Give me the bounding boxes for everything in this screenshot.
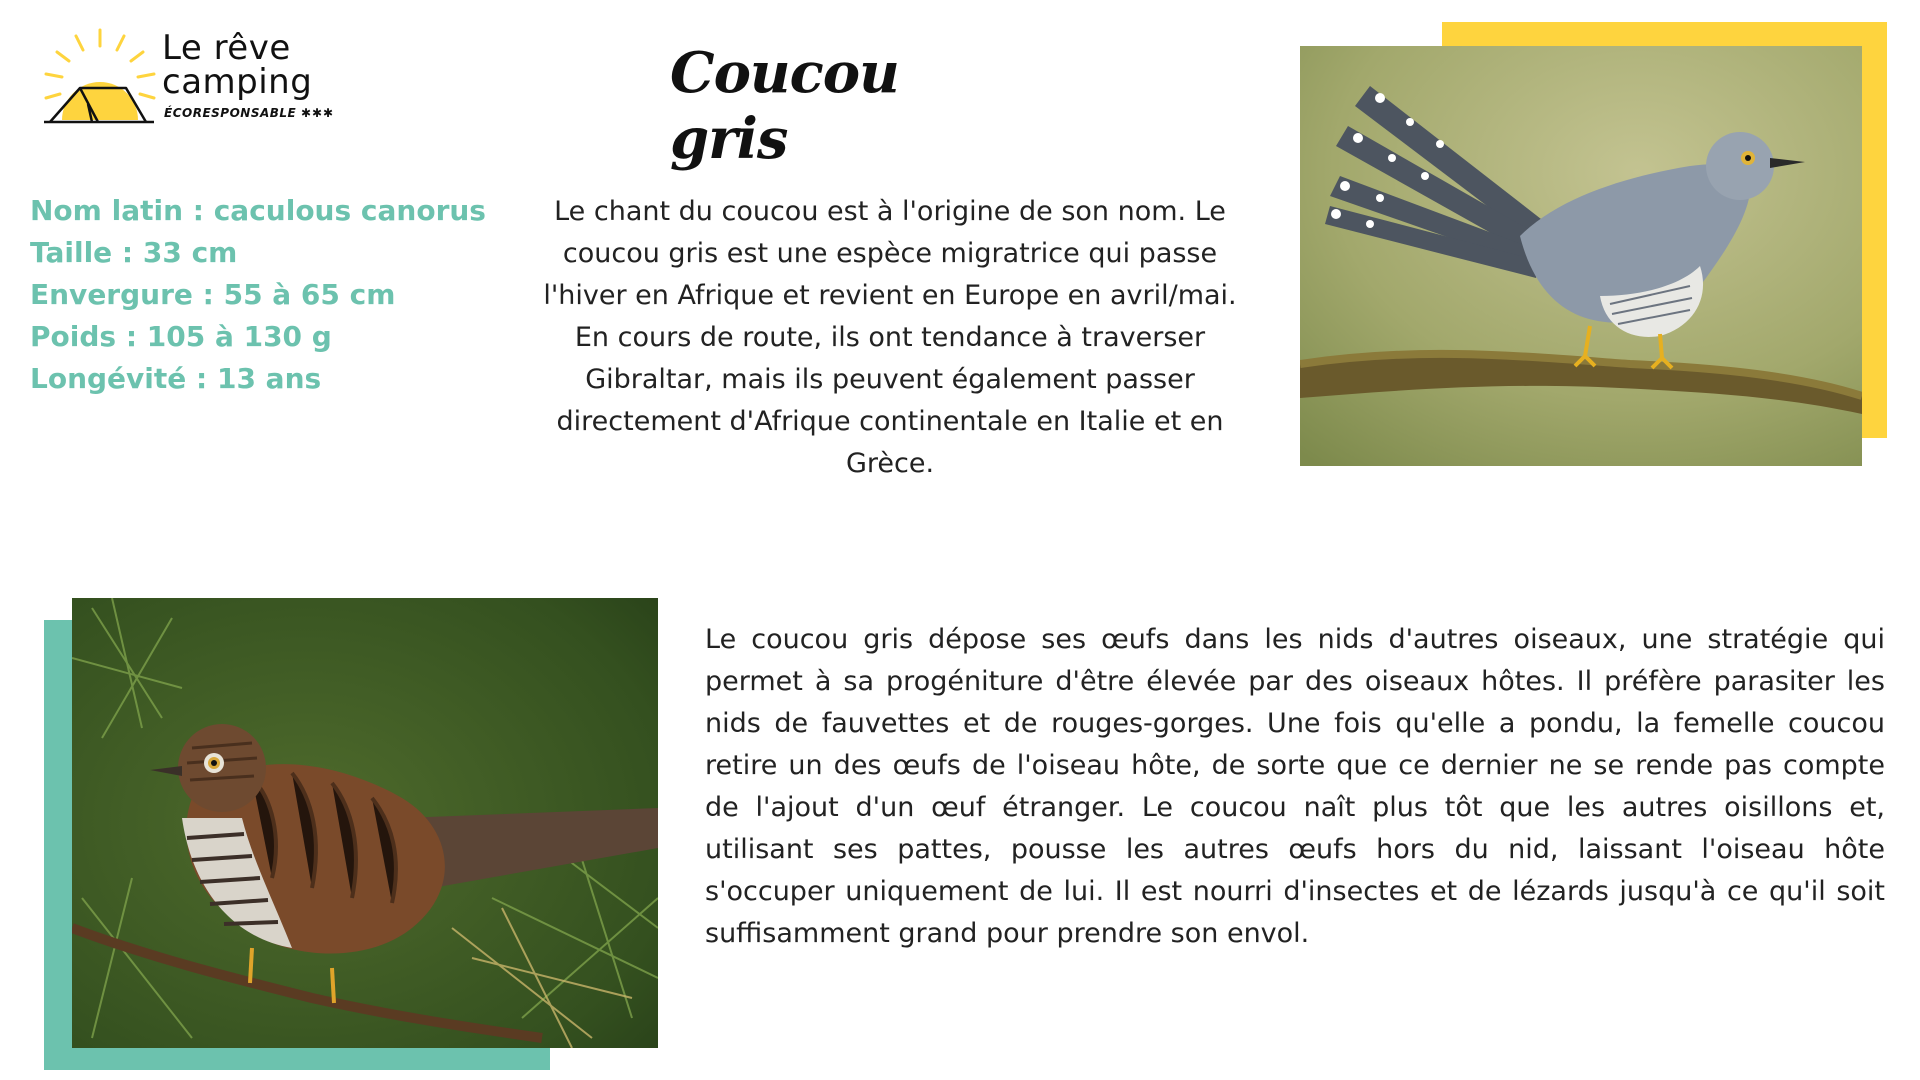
brand-tagline [164,106,334,120]
juvenile-cuckoo-photo [72,598,658,1048]
species-facts [30,190,510,400]
brand-stars: ✱✱✱ [300,106,335,120]
page-title: Coucou gris [670,40,899,172]
intro-paragraph: Le chant du coucou est à l'origine de son nom. Le coucou gris est une espèce migratrice qui passe l'hiver en Afrique et revient en Europe en avril/mai. En cours de route, ils ont tendance à traverser Gibraltar, mais ils peuvent également passer directement d'Afrique continentale en Italie et en Grèce. [543,196,1237,479]
body-paragraph: Le coucou gris dépose ses œufs dans les nids d'autres oiseaux, une stratégie qui permet à sa progéniture d'être élevée par des oiseaux hôtes. Il préfère parasiter les nids de fauvettes et de rouges-gorges. Une fois qu'elle a pondu, la femelle coucou retire un des œufs de l'oiseau hôte, de sorte que ce dernier ne se rende pas compte de l'ajout d'un œuf étranger. Le coucou naît plus tôt que les autres oisillons et, utilisant ses pattes, pousse les autres œufs hors du nid, laissant l'oiseau hôte s'occuper uniquement de lui. Il est nourri d'insectes et de lézards jusqu'à ce qu'il soit suffisamment grand pour prendre son envol. [705,624,1885,949]
grey-cuckoo-illustration [1300,46,1862,466]
fact-weight: Poids : 105 à 130 g [30,320,332,353]
brand-name-line2: camping [162,62,313,102]
juvenile-cuckoo-illustration [72,598,658,1048]
fact-size: Taille : 33 cm [30,236,238,269]
brand-logo [40,28,360,132]
brand-tagline-text: ÉCORESPONSABLE [164,106,297,120]
fact-lifespan: Longévité : 13 ans [30,362,322,395]
fact-latin-name: Nom latin : caculous canorus [30,194,486,227]
sun-tent-icon [40,28,160,132]
fact-wingspan: Envergure : 55 à 65 cm [30,278,396,311]
grey-cuckoo-photo [1300,46,1862,466]
brand-name-line1: Le rêve [162,28,291,68]
